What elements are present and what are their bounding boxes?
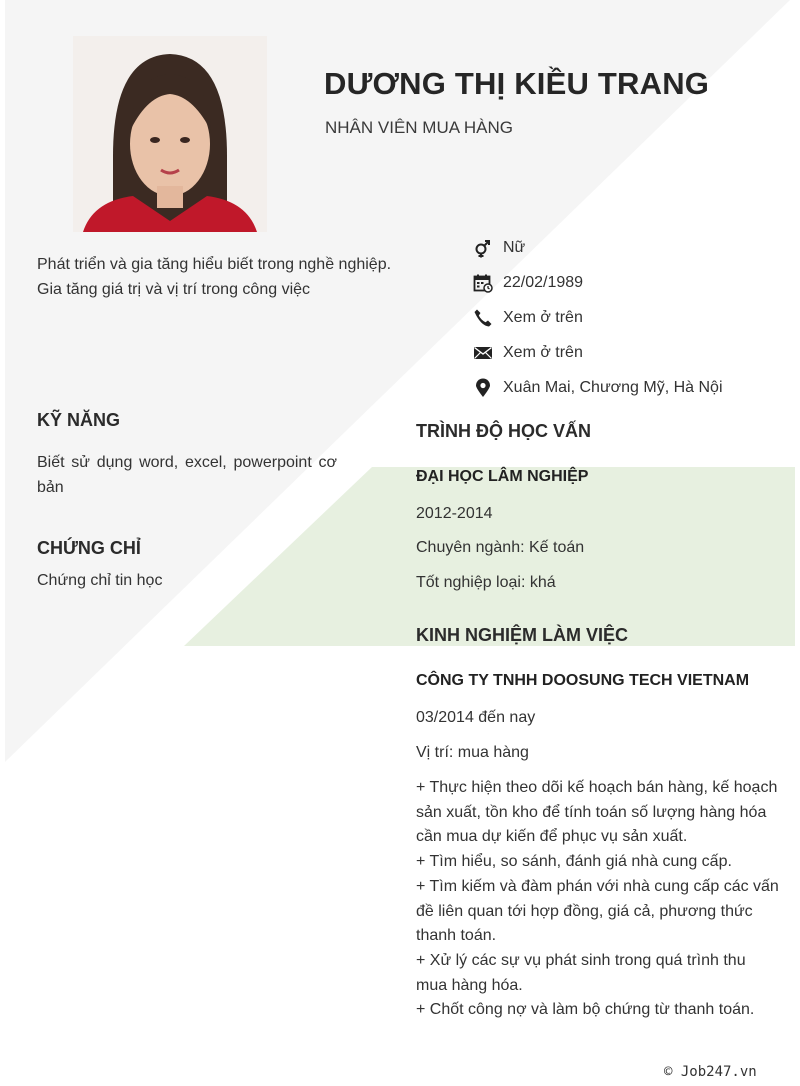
location-icon	[472, 377, 494, 399]
birthdate-row	[472, 265, 792, 300]
school-name: ĐẠI HỌC LÂM NGHIỆP	[416, 468, 589, 485]
certificates-heading: CHỨNG CHỈ	[37, 538, 141, 558]
phone-value[interactable]: Xem ở trên	[503, 308, 583, 326]
duty-item: + Xử lý các sự vụ phát sinh trong quá trình thu mua hàng hóa.	[416, 951, 746, 994]
calendar-icon	[472, 272, 494, 294]
experience-heading: KINH NGHIỆM LÀM VIỆC	[416, 625, 629, 645]
education-grade: Tốt nghiệp loại: khá	[416, 574, 556, 591]
work-period: 03/2014 đến nay	[416, 709, 536, 726]
gender-icon	[472, 237, 494, 259]
education-major: Chuyên ngành: Kế toán	[416, 539, 585, 556]
job-duties	[416, 776, 781, 1023]
duty-item: + Tìm hiểu, so sánh, đánh giá nhà cung cấp.	[416, 853, 732, 871]
duty-item: + Tìm kiếm và đàm phán với nhà cung cấp các vấn đề liên quan tới hợp đồng, giá cả, phương thức thanh toán.	[416, 877, 779, 945]
birthdate-value: 22/02/1989	[503, 273, 584, 291]
email-row	[472, 335, 792, 370]
phone-icon	[472, 307, 494, 329]
copyright-footer[interactable]: © Job247.vn	[664, 1064, 757, 1080]
certificates-text: Chứng chỉ tin học	[37, 572, 163, 589]
company-name: CÔNG TY TNHH DOOSUNG TECH VIETNAM	[416, 672, 750, 689]
work-position: Vị trí: mua hàng	[416, 744, 529, 761]
education-years: 2012-2014	[416, 505, 493, 522]
address-value: Xuân Mai, Chương Mỹ, Hà Nội	[503, 378, 723, 396]
gender-value: Nữ	[503, 238, 526, 256]
gender-row	[472, 230, 792, 265]
duty-item: + Thực hiện theo dõi kế hoạch bán hàng, kế hoạch sản xuất, tồn kho để tính toán số lượng hàng hóa cần mua dự kiến để phục vụ sản xuất.	[416, 779, 778, 846]
education-heading: TRÌNH ĐỘ HỌC VẤN	[416, 421, 591, 441]
skills-heading: KỸ NĂNG	[37, 410, 121, 430]
career-objective: Phát triển và gia tăng hiểu biết trong nghề nghiệp. Gia tăng giá trị và vị trí trong công việc	[37, 256, 392, 298]
profile-photo	[73, 36, 267, 232]
phone-row	[472, 300, 792, 335]
candidate-name: DƯƠNG THỊ KIỀU TRANG	[324, 66, 710, 101]
job-title: NHÂN VIÊN MUA HÀNG	[325, 118, 513, 137]
skills-text: Biết sử dụng word, excel, powerpoint cơ bản	[37, 454, 337, 496]
contact-info	[472, 230, 792, 405]
email-value[interactable]: Xem ở trên	[503, 343, 583, 361]
email-icon	[472, 342, 494, 364]
address-row	[472, 370, 792, 405]
duty-item: + Chốt công nợ và làm bộ chứng từ thanh toán.	[416, 1001, 755, 1019]
